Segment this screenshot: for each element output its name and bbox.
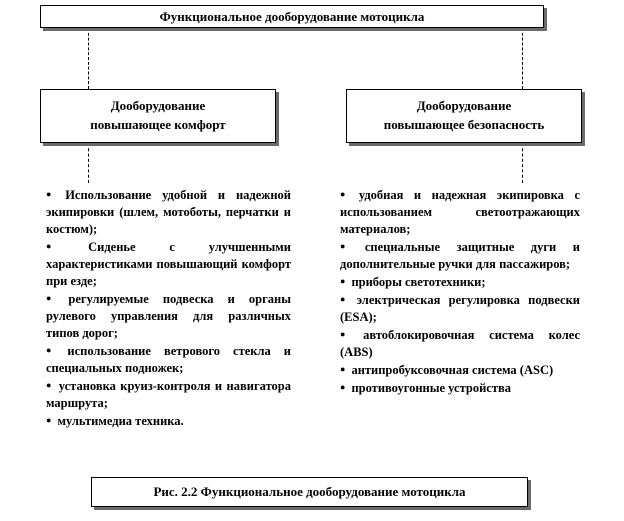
list-item: ● электрическая регулировка подвески (ESA); — [340, 293, 581, 324]
list-item: ● использование ветрового стекла и специальных подножек; — [46, 344, 292, 375]
bullet-icon: ● — [46, 189, 60, 199]
connector-left-list — [88, 143, 89, 183]
figure-caption-box — [91, 477, 528, 507]
comfort-category-line1: Дооборудование — [110, 98, 206, 113]
bullet-icon: ● — [46, 415, 52, 425]
bullet-icon: ● — [340, 189, 353, 199]
list-item: ● мультимедиа техника. — [46, 414, 184, 428]
bullet-icon: ● — [46, 380, 53, 390]
bullet-icon: ● — [46, 345, 62, 355]
list-item: ● специальные защитные дуги и дополнительные ручки для пассажиров; — [340, 240, 581, 271]
bullet-icon: ● — [340, 276, 346, 286]
list-item: ● приборы светотехники; — [340, 275, 486, 289]
bullet-icon: ● — [340, 241, 359, 251]
diagram-title: Функциональное дооборудование мотоцикла — [159, 9, 425, 24]
figure-caption: Рис. 2.2 Функциональное дооборудование мотоцикла — [153, 484, 466, 499]
list-item: ● Сиденье с улучшенными характеристиками повышающий комфорт при езде; — [46, 240, 291, 288]
list-item: ● Использование удобной и надежной экипировки (шлем, мотоботы, перчатки и костюм); — [46, 188, 291, 236]
list-item: ● противоугонные устройства — [340, 381, 511, 395]
safety-category-box — [346, 89, 582, 143]
bullet-icon: ● — [340, 382, 346, 392]
list-item: ● установка круиз-контроля и навигатора маршрута; — [46, 379, 291, 410]
bullet-icon: ● — [46, 293, 63, 303]
list-item: ● регулируемые подвеска и органы рулевого управления для различных типов дорог; — [46, 292, 291, 340]
safety-category-line1: Дооборудование — [416, 98, 512, 113]
comfort-category-box — [40, 89, 276, 143]
bullet-icon: ● — [340, 294, 351, 304]
list-item: ● автоблокировочная система колес (ABS) — [340, 328, 580, 359]
safety-category-line2: повышающее безопасность — [383, 117, 545, 132]
safety-items-list — [340, 186, 580, 397]
comfort-category-line2: повышающее комфорт — [90, 117, 226, 132]
bullet-icon: ● — [340, 364, 346, 374]
comfort-items-list — [46, 186, 291, 430]
bullet-icon: ● — [340, 329, 358, 339]
connector-title-left — [88, 28, 89, 89]
connector-title-right — [522, 28, 523, 89]
diagram-title-box — [40, 5, 544, 28]
bullet-icon: ● — [46, 241, 83, 251]
list-item: ● удобная и надежная экипировка с использованием светоотражающих материалов; — [340, 188, 581, 236]
connector-right-list — [522, 143, 523, 183]
list-item: ● антипробуксовочная система (ASC) — [340, 363, 554, 377]
